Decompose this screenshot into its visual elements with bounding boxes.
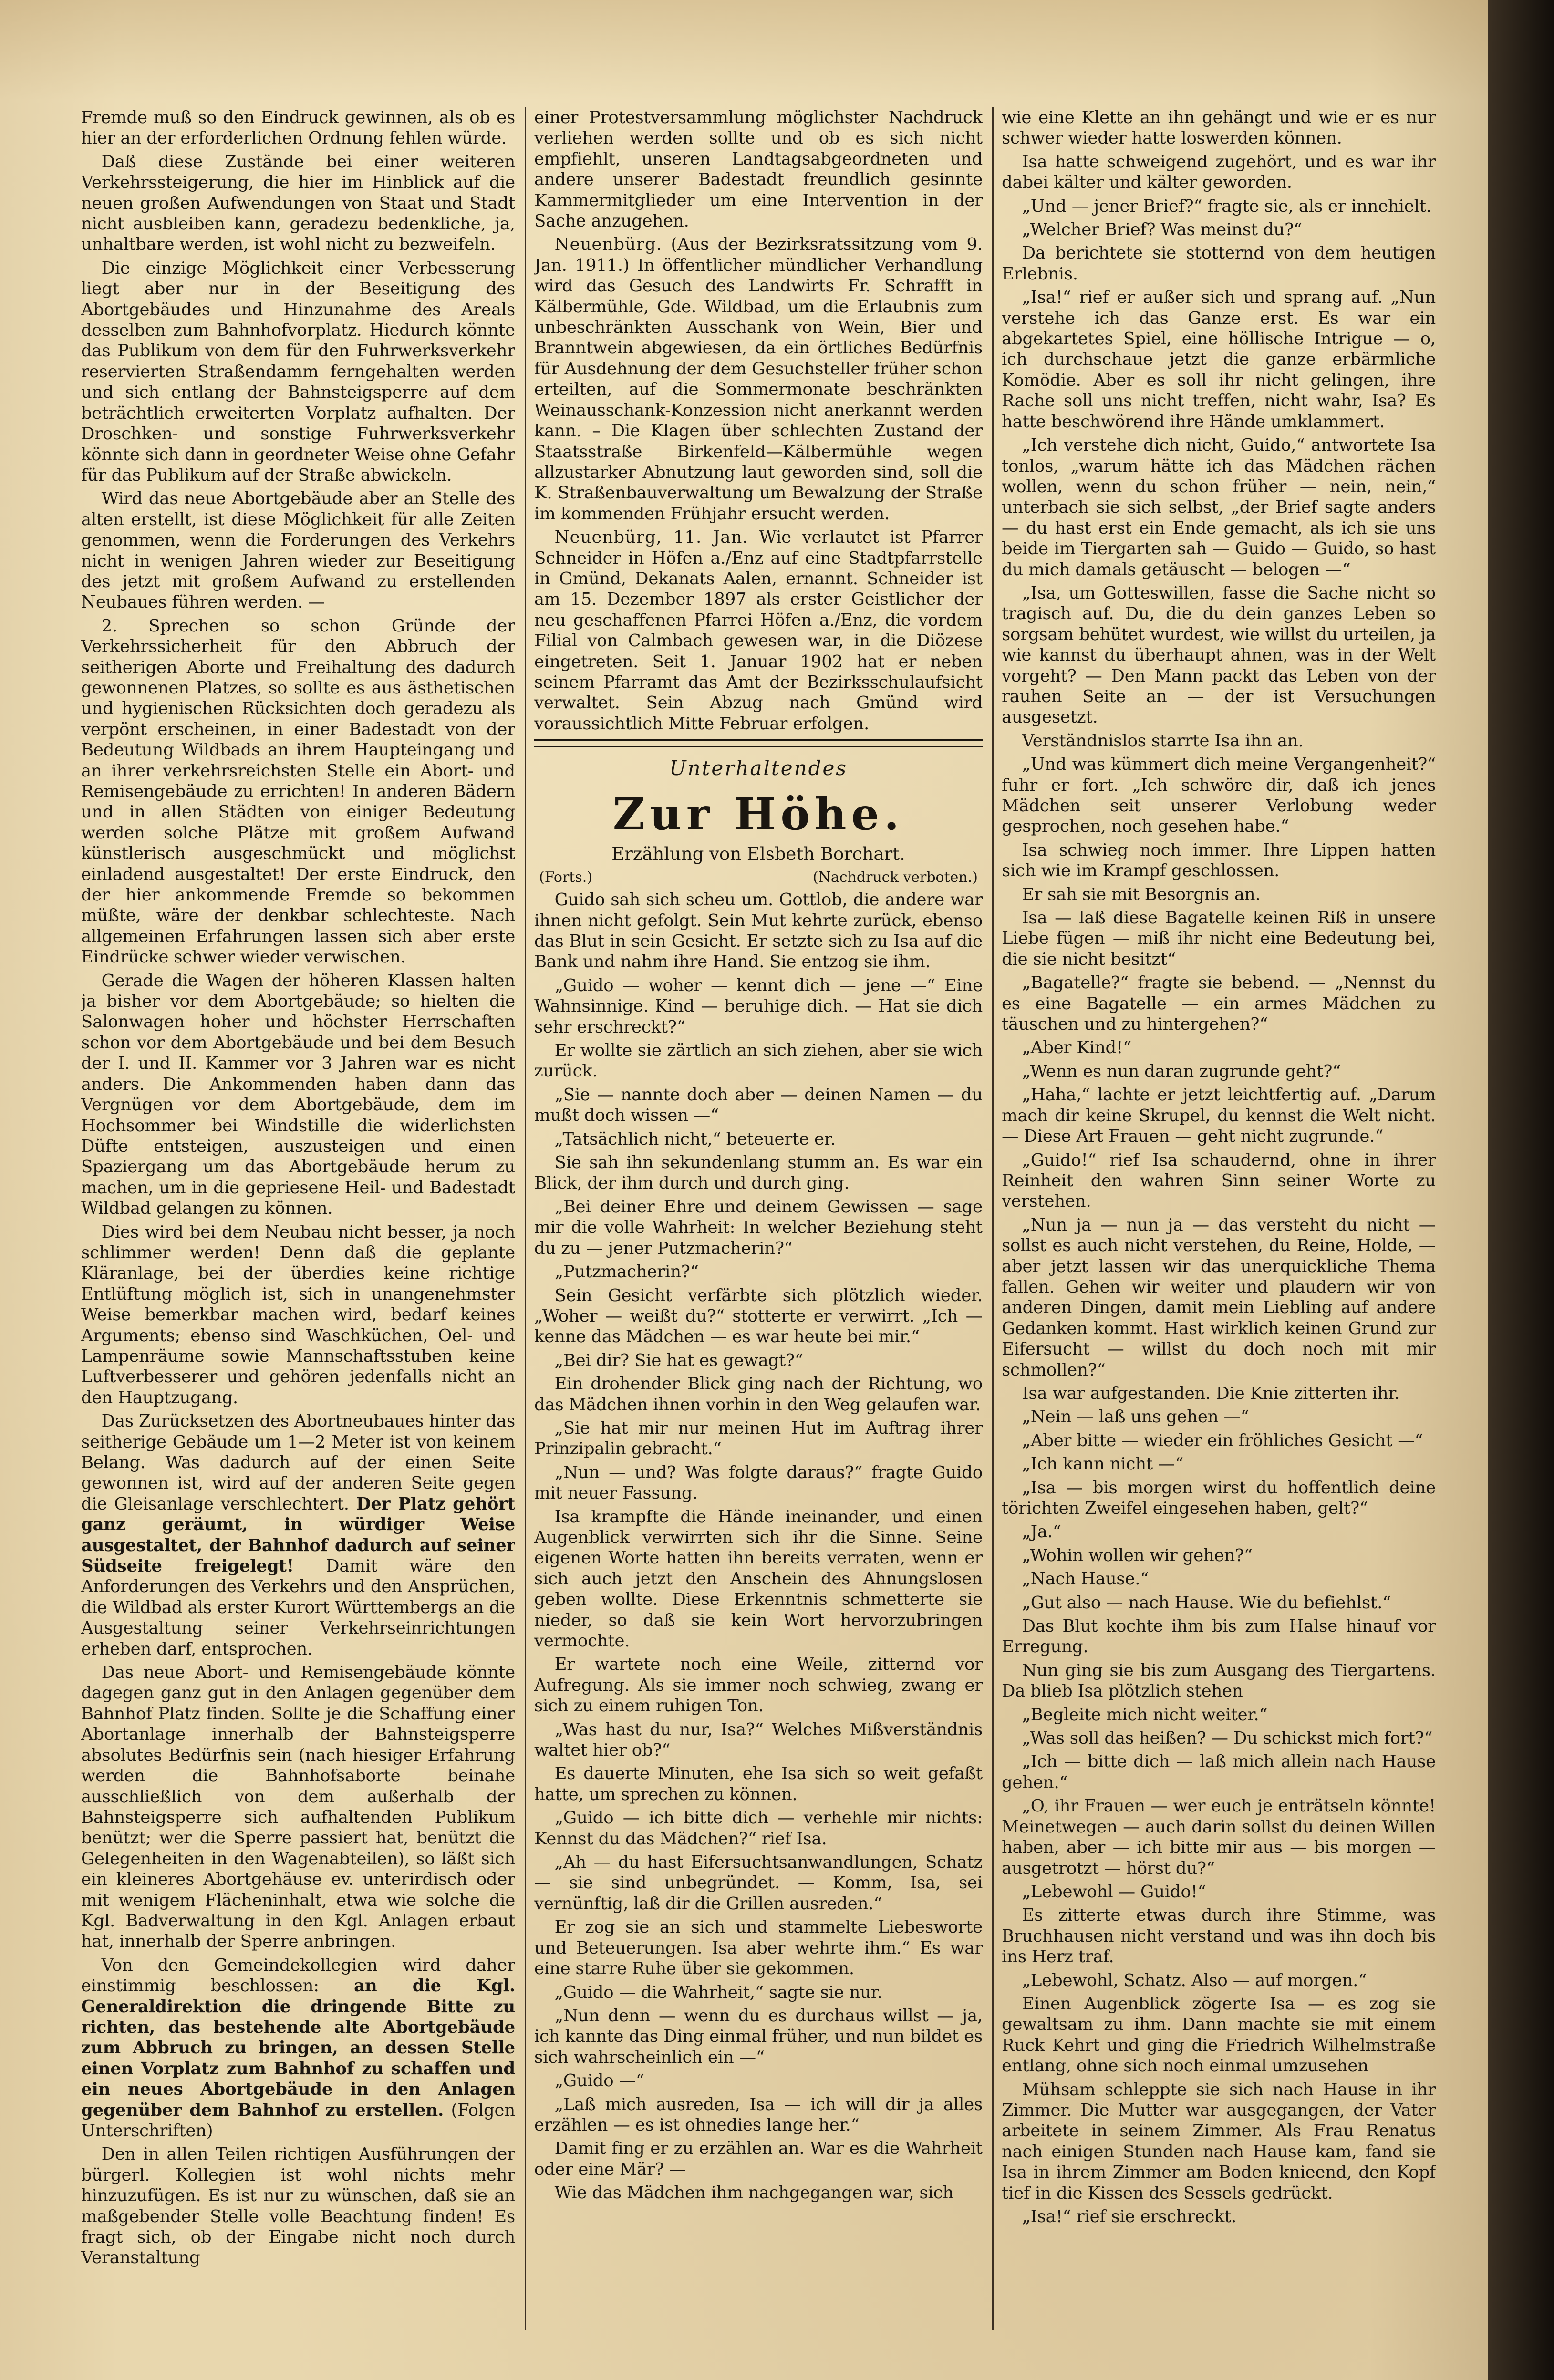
story-paragraph: Isa krampfte die Hände ineinander, und einen Augenblick verwirrten sich ihr die Sinne. Seine eigenen Worte hatten ihn bereits verraten, wenn er sich auch jetzt den Anschein des Ahnungslosen geben wollte. Diese Erkenntnis schmetterte sie nieder, so daß sie kein Wort hervorzubringen vermochte. [534,1507,983,1651]
story-paragraph: Ein drohender Blick ging nach der Richtung, wo das Mädchen ihnen vorhin in den Weg gelaufen war. [534,1374,983,1415]
story-paragraph: „Was hast du nur, Isa?“ Welches Mißverständnis waltet hier ob?“ [534,1719,983,1760]
story-paragraph: „Aber Kind!“ [1022,1038,1132,1058]
story-paragraph: „Und was kümmert dich meine Vergangenheit?“ fuhr er fort. „Ich schwöre dir, daß ich jenes Mädchen seit unserer Verlobung weder gesprochen, noch gesehen habe.“ [1002,755,1436,837]
local-news-item [534,527,983,734]
story-paragraph: Da berichtete sie stotternd von dem heutigen Erlebnis. [1002,243,1436,284]
story-paragraph: Isa — laß diese Bagatelle keinen Riß in unsere Liebe fügen — miß ihr nicht eine Bedeutung bei, die sie nicht besitzt“ [1002,908,1436,969]
story-byline: Erzählung von Elsbeth Borchart. [611,844,905,865]
story-paragraph: „Ja.“ [1022,1522,1061,1542]
story-paragraph: Sein Gesicht verfärbte sich plötzlich wieder. „Woher — weißt du?“ stotterte er verwirrt. „Ich — kenne das Mädchen — es war heute bei mir.“ [534,1285,983,1347]
article-text: Das Zurücksetzen des Abortneubaues hinter das seitherige Gebäude um 1—2 Meter ist von keinem Belang. Was dadurch auf der einen Seite gewonnen ist, wird auf der anderen Seite gegen die Gleisanlage verschlechtert. [81,1411,515,1514]
story-paragraph: Er sah sie mit Besorgnis an. [1022,884,1261,904]
article-paragraph: Dies wird bei dem Neubau nicht besser, ja noch schlimmer werden! Denn daß die geplante Kläranlage, bei der überdies keine richtige Entlüftung möglich ist, sich in unangenehmster Weise bemerkbar machen wird, bedarf keines Arguments; ebenso sind Waschküchen, Oel- und Lampenräume sowie Mannschaftsstuben keine Luftverbesserer und gehören jedenfalls nicht an den Hauptzugang. [81,1222,515,1407]
story-paragraph: „Wohin wollen wir gehen?“ [1022,1545,1253,1565]
article-emphasis: Der Platz gehört ganz geräumt, in würdiger Weise ausgestaltet, der Bahnhof dadurch auf seiner Südseite freigelegt! [81,1494,515,1576]
story-paragraph: Er zog sie an sich und stammelte Liebesworte und Beteuerungen. Isa aber wehrte ihm.“ Es war eine starre Ruhe über sie gekommen. [534,1917,983,1979]
story-paragraph: „Nach Hause.“ [1022,1569,1149,1589]
article-paragraph: Daß diese Zustände bei einer weiteren Verkehrssteigerung, die hier im Hinblick auf die neuen großen Aufwendungen von Staat und Stadt nicht ausbleiben kann, geradezu bedenkliche, ja, unhaltbare werden, ist wohl nicht zu bezweifeln. [81,152,515,255]
story-paragraph: „Bei dir? Sie hat es gewagt?“ [554,1350,803,1370]
story-paragraph: „Ah — du hast Eifersuchtsanwandlungen, Schatz — sie sind unbegründet. — Komm, Isa, sei vernünftig, laß dir die Grillen ausreden.“ [534,1852,983,1914]
article-paragraph [81,1411,515,1659]
story-paragraph: wie eine Klette an ihn gehängt und wie er es nur schwer wieder hatte loswerden können. [1002,108,1436,148]
story-paragraph: Einen Augenblick zögerte Isa — es zog sie gewaltsam zu ihm. Dann machte sie mit einem Ruck Kehrt und ging die Friedrich Wilhelmstraße entlang, ohne sich noch einmal umzusehen [1002,1994,1436,2076]
story-paragraph: „Nun — und? Was folgte daraus?“ fragte Guido mit neuer Fassung. [534,1462,983,1503]
article-paragraph: Die einzige Möglichkeit einer Verbesserung liegt aber nur in der Beseitigung des Abortgebäudes und Hinzunahme des Areals desselben zum Bahnhofvorplatz. Hiedurch könnte das Publikum von dem für den Fuhrwerksverkehr reservierten Straßendamm ferngehalten werden und sich entlang der Bahnsteigsperre auf dem beträchtlich erweiterten Vorplatz aufhalten. Der Droschken- und sonstige Fuhrwerksverkehr könnte sich dann in geordneter Weise ohne Gefahr für das Publikum auf der Straße abwickeln. [81,258,515,485]
story-paragraph: „Guido — die Wahrheit,“ sagte sie nur. [554,1982,882,2002]
section-heading: Unterhaltendes [669,756,848,780]
story-paragraph: „Laß mich ausreden, Isa — ich will dir ja alles erzählen — es ist ohnedies lange her.“ [534,2094,983,2135]
reprint-note: (Nachdruck verboten.) [812,869,978,886]
story-paragraph: Er wollte sie zärtlich an sich ziehen, aber sie wich zurück. [534,1041,983,1081]
column-3-story-continued [1002,107,1436,2330]
article-paragraph: Den in allen Teilen richtigen Ausführungen der bürgerl. Kollegien ist wohl nichts mehr hinzuzufügen. Es ist nur zu wünschen, daß sie an maßgebender Stelle volle Beachtung finden! Es fragt sich, ob der Eingabe nicht noch durch Veranstaltung [81,2144,515,2268]
story-paragraph: „Guido — ich bitte dich — verhehle mir nichts: Kennst du das Mädchen?“ rief Isa. [534,1808,983,1849]
story-paragraph: „Lebewohl, Schatz. Also — auf morgen.“ [1022,1970,1367,1990]
article-paragraph: Wird das neue Abortgebäude aber an Stelle des alten erstellt, ist diese Möglichkeit für alle Zeiten genommen, wenn die Forderungen des Verkehrs nicht in wenigen Jahren wieder zur Beseitigung des jetzt mit großem Aufwand zu erstellenden Neubaues führen werden. — [81,489,515,612]
article-paragraph: Gerade die Wagen der höheren Klassen halten ja bisher vor dem Abortgebäude; so hielten die Salonwagen hoher und höchster Herrschaften schon vor dem Abortgebäude und bei dem Besuch der I. und II. Kammer vor 3 Jahren war es nicht anders. Die Ankommenden haben dann das Vergnügen vor dem Abortgebäude, dem im Hochsommer bei Windstille die widerlichsten Düfte entsteigen, auszusteigen und einen Spaziergang um das Abortgebäude herum zu machen, um in die gepriesene Heil- und Badestadt Wildbad gelangen zu können. [81,971,515,1219]
column-1-article [81,107,515,2330]
story-paragraph: „O, ihr Frauen — wer euch je enträtseln könnte! Meinetwegen — auch darin sollst du deinen Willen haben, aber — ich bitte mir aus — bis morgen — ausgetrotzt — hörst du?“ [1002,1796,1436,1878]
story-paragraph: „Nun ja — nun ja — das versteht du nicht — sollst es auch nicht verstehen, du Reine, Holde, — aber jetzt lassen wir das unerquickliche Thema fallen. Gehen wir weiter und plaudern wir von anderen Dingen, damit mein Liebling auf andere Gedanken kommt. Hast wirklich keinen Grund zur Eifersucht — willst du doch noch mit mir schmollen?“ [1002,1215,1436,1380]
article-text: Damit wäre den Anforderungen des Verkehrs und den Ansprüchen, die Wildbad als erster Kurort Württembergs an die Ausgestaltung seiner Verkehrseinrichtungen erheben darf, entsprochen. [81,1556,515,1659]
story-paragraph: Isa hatte schweigend zugehört, und es war ihr dabei kälter und kälter geworden. [1002,152,1436,193]
story-paragraph: „Isa — bis morgen wirst du hoffentlich deine törichten Zweifel eingesehen haben, gelt?“ [1002,1478,1436,1518]
story-paragraph: „Putzmacherin?“ [554,1262,699,1282]
news-text: Wie verlautet ist Pfarrer Schneider in Höfen a./Enz auf eine Stadtpfarrstelle in Gmünd, Dekanats Aalen, ernannt. Schneider ist am 15. Dezember 1897 als erster Geistlicher der neu geschaffenen Pfarrei Höfen a./Enz, die vordem Filial von Calmbach gewesen war, in die Diözese eingetreten. Seit 1. Januar 1902 hat er neben seinem Pfarramt das Amt der Bezirksschulaufsicht verwaltet. Sein Abzug nach Gmünd wird voraussichtlich Mitte Februar erfolgen. [534,528,983,734]
story-paragraph: „Guido —“ [554,2071,644,2091]
story-paragraph: „Und — jener Brief?“ fragte sie, als er innehielt. [1022,196,1431,216]
story-paragraph: Verständnislos starrte Isa ihn an. [1022,731,1304,751]
story-paragraph: „Isa, um Gotteswillen, fasse die Sache nicht so tragisch auf. Du, die du dein ganzes Leben so sorgsam behütet wurdest, wie willst du urteilen, ja wie kannst du überhaupt ahnen, was in der Welt vorgeht? — Den Mann packt das Leben von der rauhen Seite an — der ist Versuchungen ausgesetzt. [1002,583,1436,727]
page-binding-edge [1488,0,1554,2380]
story-paragraph: „Welcher Brief? Was meinst du?“ [1022,220,1302,240]
story-paragraph: „Was soll das heißen? — Du schickst mich fort?“ [1022,1728,1433,1749]
story-paragraph: „Ich verstehe dich nicht, Guido,“ antwortete Isa tonlos, „warum hätte ich das Mädchen rächen wollen, wenn du schon früher — nein, nein,“ unterbach sie sich selbst, „der Brief sagte anders — du hast erst ein Ende gemacht, als ich sie uns beide im Tiergarten sah — Guido — Guido, so hast du mich damals getäuscht — belogen —“ [1002,435,1436,579]
story-paragraph: Das Blut kochte ihm bis zum Halse hinauf vor Erregung. [1002,1616,1436,1657]
story-paragraph: Damit fing er zu erzählen an. War es die Wahrheit oder eine Mär? — [534,2139,983,2179]
article-paragraph: 2. Sprechen so schon Gründe der Verkehrssicherheit für den Abbruch der seitherigen Aborte und Freihaltung des dadurch gewonnenen Platzes, so sollte es aus ästhetischen und hygienischen Rücksichten doch geradezu als verpönt erscheinen, in einer Badestadt von der Bedeutung Wildbads an ihrem Haupteingang und an ihrer verkehrsreichsten Stelle ein Abort- und Remisengebäude zu errichten! In anderen Bädern und in allen Städten von einiger Bedeutung werden solche Plätze mit großem Aufwand künstlerisch ausgeschmückt und möglichst einladend ausgestaltet! Der erste Eindruck, den der hier ankommende Fremde so bekommen müßte, wäre der denkbar schlechteste. Nach allgemeinen Erfahrungen lassen sich aber erste Eindrücke schwer wieder verwischen. [81,616,515,967]
story-paragraph: „Gut also — nach Hause. Wie du befiehlst.“ [1022,1593,1391,1613]
signature-note: (Folgen Unterschriften) [81,2100,515,2141]
story-paragraph: Isa war aufgestanden. Die Knie zitterten ihr. [1022,1383,1400,1403]
page-top-margin [0,0,1488,100]
story-paragraph: Er wartete noch eine Weile, zitternd vor Aufregung. Als sie immer noch schwieg, zwang er sich zu einem ruhigen Ton. [534,1655,983,1716]
story-paragraph: Guido sah sich scheu um. Gottlob, die andere war ihnen nicht gefolgt. Sein Mut kehrte zurück, ebenso das Blut in sein Gesicht. Er setzte sich zu Isa auf die Bank und nahm ihre Hand. Sie entzog sie ihm. [534,890,983,972]
local-news-item [534,234,983,524]
story-paragraph: „Ich kann nicht —“ [1022,1454,1184,1474]
story-paragraph: „Wenn es nun daran zugrunde geht?“ [1022,1061,1341,1081]
resolution-emphasis: an die Kgl. Generaldirektion die dringende Bitte zu richten, das bestehende alte Abortgebäude zum Abbruch zu bringen, an dessen Stelle einen Vorplatz zum Bahnhof zu schaffen und ein neues Abortgebäude in den Anlagen gegenüber dem Bahnhof zu erstellen. [81,1976,515,2120]
story-paragraph: Es zitterte etwas durch ihre Stimme, was Bruchhausen nicht verstand und was ihn doch bis ins Herz traf. [1002,1905,1436,1967]
continuation-note: (Forts.) [539,869,592,886]
story-paragraph: „Tatsächlich nicht,“ beteuerte er. [554,1129,836,1149]
story-paragraph: „Nein — laß uns gehen —“ [1022,1407,1249,1427]
article-paragraph: Fremde muß so den Eindruck gewinnen, als ob es hier an der erforderlichen Ordnung fehlen würde. [81,108,515,148]
article-paragraph: einer Protestversammlung möglichster Nachdruck verliehen werden sollte und ob es sich nicht empfiehlt, unseren Landtagsabgeordneten und andere unserer Badestadt freundlich gesinnte Kammermitglieder um eine Intervention in der Sache anzugehen. [534,108,983,231]
story-paragraph: „Bei deiner Ehre und deinem Gewissen — sage mir die volle Wahrheit: In welcher Beziehung steht du zu — jener Putzmacherin?“ [534,1197,983,1258]
story-paragraph: „Guido!“ rief Isa schaudernd, ohne in ihrer Reinheit den wahren Sinn seiner Worte zu verstehen. [1002,1150,1436,1211]
story-paragraph: „Begleite mich nicht weiter.“ [1022,1705,1268,1725]
story-paragraph: „Sie hat mir nur meinen Hut im Auftrag ihrer Prinzipalin gebracht.“ [534,1418,983,1459]
story-paragraph: „Isa!“ rief sie erschreckt. [1022,2207,1237,2226]
story-paragraph: Sie sah ihn sekundenlang stumm an. Es war ein Blick, der ihm durch und durch ging. [534,1153,983,1193]
section-divider [534,739,983,747]
story-paragraph: „Haha,“ lachte er jetzt leichtfertig auf. „Darum mach dir keine Skrupel, du kennst die Welt nicht. — Diese Art Frauen — geht nicht zugrunde.“ [1002,1085,1436,1147]
story-paragraph: „Nun denn — wenn du es durchaus willst — ja, ich kannte das Ding einmal früher, und nun bildet es sich wahrscheinlich ein —“ [534,2006,983,2067]
story-notes [539,869,978,886]
story-paragraph: „Isa!“ rief er außer sich und sprang auf. „Nun verstehe ich das Ganze erst. Es war ein abgekartetes Spiel, eine höllische Intrigue — o, ich durchschaue jetzt die ganze erbärmliche Komödie. Aber es soll ihr nicht gelingen, ihre Rache soll uns nicht treffen, nicht wahr, Isa? Es hatte beschwörend ihre Hände umklammert. [1002,288,1436,432]
story-title: Zur Höhe. [612,788,904,840]
news-text: (Aus der Bezirksratssitzung vom 9. Jan. 1911.) In öffentlicher mündlicher Verhandlung wird das Gesuch des Landwirts Fr. Schrafft in Kälbermühle, Gde. Wildbad, um die Erlaubnis zum unbeschränkten Ausschank von Wein, Bier und Branntwein abgewiesen, da ein örtliches Bedürfnis für Ausdehnung der dem Gesuchsteller früher schon erteilten, auf die Sommermonate beschränkten Weinausschank-Konzession nicht anerkannt werden kann. – Die Klagen über schlechten Zustand der Staatsstraße Birkenfeld—Kälbermühle wegen allzustarker Abnutzung laut geworden sind, soll die K. Straßenbauverwaltung um Bewalzung der Straße im kommenden Frühjahr ersucht werden. [534,235,983,524]
story-paragraph: Nun ging sie bis zum Ausgang des Tiergartens. Da blieb Isa plötzlich stehen [1002,1660,1436,1701]
article-paragraph: Das neue Abort- und Remisengebäude könnte dagegen ganz gut in den Anlagen gegenüber dem Bahnhof Platz finden. Sollte je die Schaffung einer Abortanlage innerhalb der Bahnsteigsperre absolutes Bedürfnis sein (nach hiesiger Erfahrung werden die Bahnhofsaborte beinahe ausschließlich von dem außerhalb der Bahnsteigsperre sich aufhaltenden Publikum benützt; wer die Sperre passiert hat, benützt die Gelegenheiten in den Wagenabteilen), so läßt sich ein kleineres Abortgehäuse ev. unterirdisch oder mit wenigem Flächeninhalt, etwa wie solche die Kgl. Badverwaltung in den Kgl. Anlagen erbaut hat, innerhalb der Sperre anbringen. [81,1663,515,1952]
article-paragraph [81,1955,515,2142]
article-text: Von den Gemeindekollegien wird daher einstimmig beschlossen: [81,1955,515,1996]
story-paragraph: „Sie — nannte doch aber — deinen Namen — du mußt doch wissen —“ [534,1085,983,1126]
story-paragraph: „Guido — woher — kennt dich — jene —“ Eine Wahnsinnige. Kind — beruhige dich. — Hat sie dich sehr erschreckt?“ [534,975,983,1037]
columns-container [81,107,1436,2330]
story-paragraph: Isa schwieg noch immer. Ihre Lippen hatten sich wie im Krampf geschlossen. [1002,840,1436,881]
story-paragraph: „Bagatelle?“ fragte sie bebend. — „Nennst du es eine Bagatelle — ein armes Mädchen zu täuschen und zu hintergehen?“ [1002,973,1436,1035]
story-paragraph: Es dauerte Minuten, ehe Isa sich so weit gefaßt hatte, um sprechen zu können. [534,1764,983,1804]
story-paragraph: „Ich — bitte dich — laß mich allein nach Hause gehen.“ [1002,1752,1436,1792]
dateline: Neuenbürg, 11. Jan. [554,528,748,548]
dateline: Neuenbürg. [554,235,662,255]
column-2-news-and-story [534,107,983,2330]
story-paragraph: Wie das Mädchen ihm nachgegangen war, sich [554,2183,954,2203]
story-paragraph: „Lebewohl — Guido!“ [1022,1882,1206,1902]
story-paragraph: Mühsam schleppte sie sich nach Hause in ihr Zimmer. Die Mutter war ausgegangen, der Vater arbeitete in seinem Zimmer. Als Frau Renatus nach einigen Stunden nach Hause kam, fand sie Isa in ihrem Zimmer am Boden knieend, den Kopf tief in die Kissen des Sessels gedrückt. [1002,2080,1436,2203]
story-paragraph: „Aber bitte — wieder ein fröhliches Gesicht —“ [1022,1430,1423,1450]
